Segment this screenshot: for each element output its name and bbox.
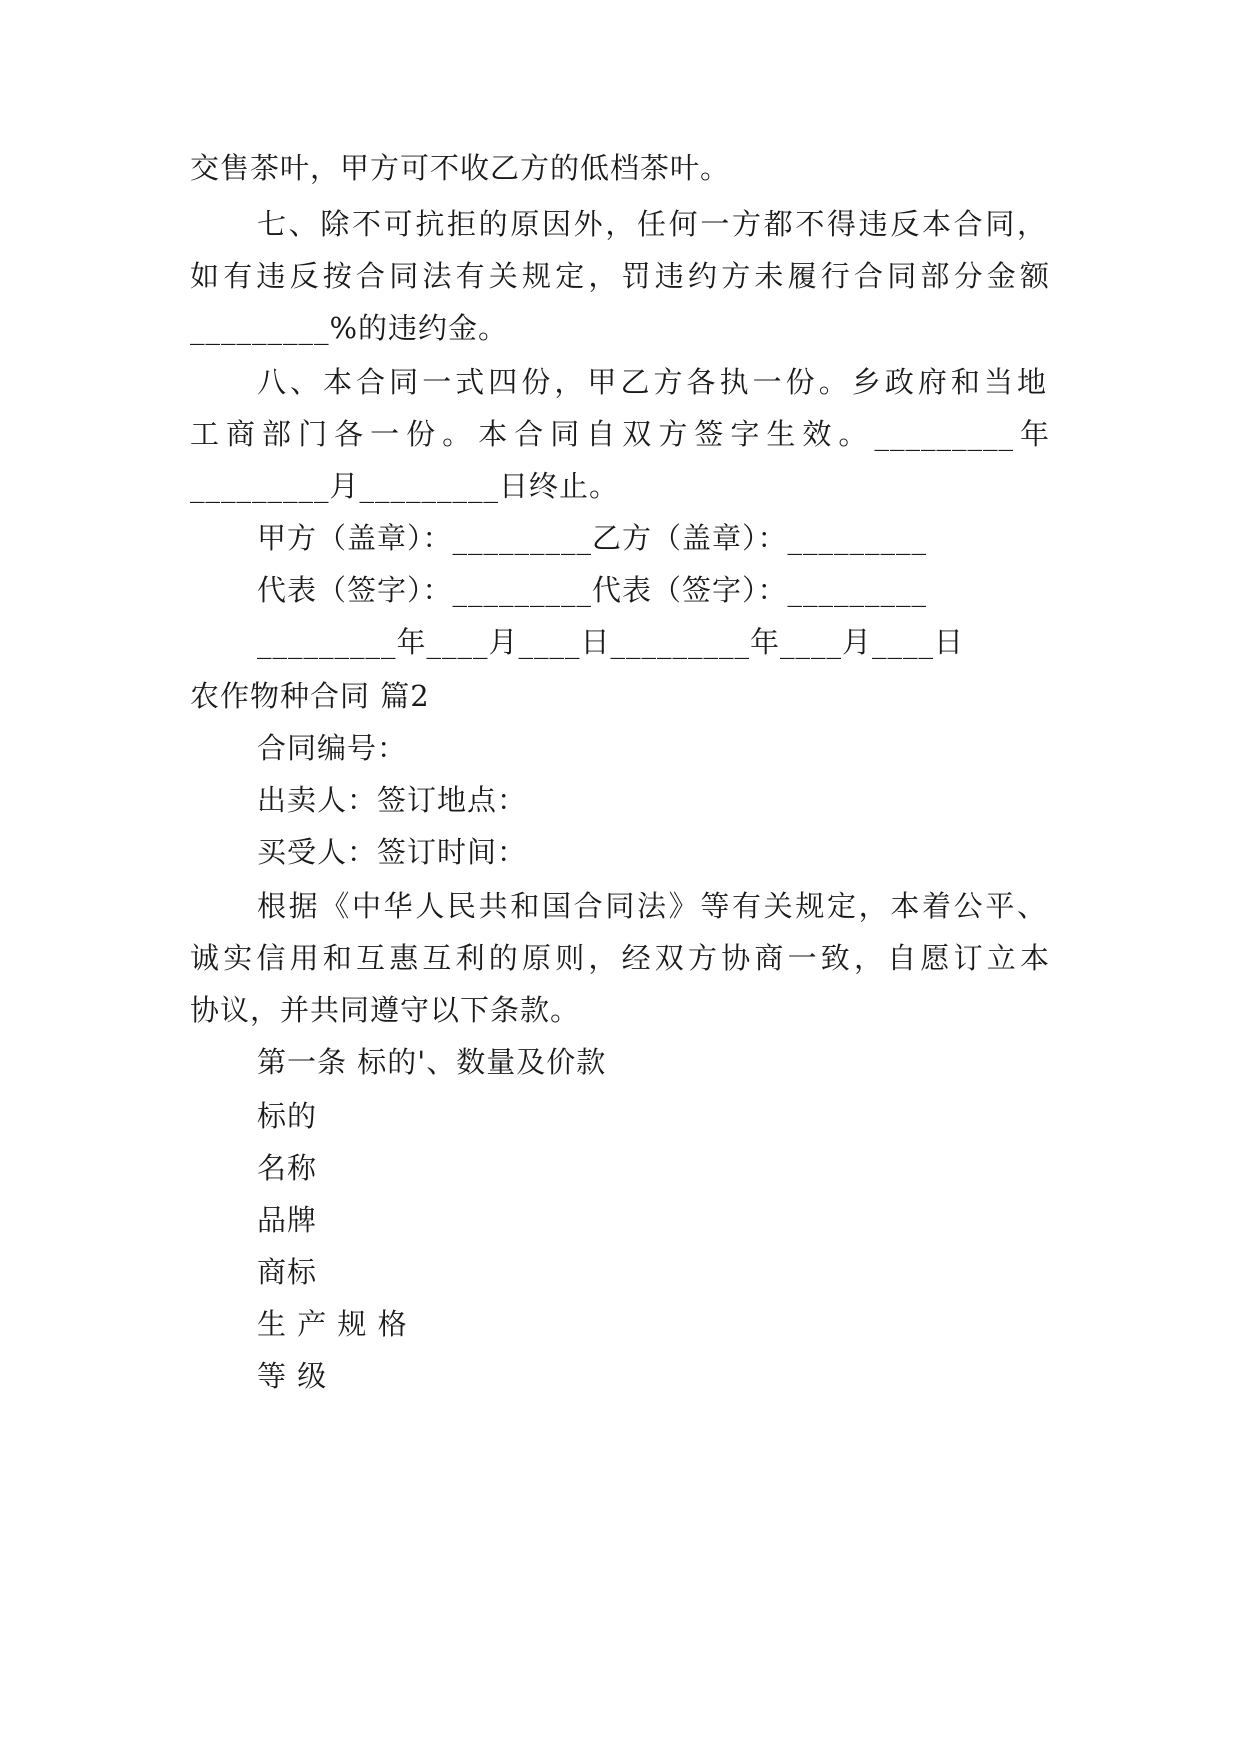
paragraph-line: 协议，并共同遵守以下条款。 [190,993,581,1027]
table-field-label: 商标 [257,1255,318,1289]
signature-date-line: _________年____月____日_________年____月____日 [257,625,965,659]
contract-number-field: 合同编号： [257,731,408,765]
section-heading: 农作物种合同 篇2 [190,679,430,713]
paragraph-line: 工商部门各一份。本合同自双方签字生效。_________年 [190,417,1050,451]
paragraph-line: 诚实信用和互惠互利的原则，经双方协商一致，自愿订立本 [190,941,1050,975]
paragraph-line: _________月_________日终止。 [190,469,620,503]
paragraph-line: 如有违反按合同法有关规定，罚违约方未履行合同部分金额 [190,259,1050,293]
paragraph-line: 交售茶叶，甲方可不收乙方的低档茶叶。 [190,151,731,185]
seller-field: 出卖人：签订地点： [257,783,528,817]
table-field-label: 名称 [257,1151,318,1185]
table-field-label: 生 产 规 格 [257,1307,408,1341]
paragraph-line: _________%的违约金。 [190,311,509,345]
buyer-field: 买受人：签订时间： [257,835,528,869]
preamble-line: 根据《中华人民共和国合同法》等有关规定，本着公平、 [257,889,1047,923]
article-1-heading: 第一条 标的'、数量及价款 [257,1045,607,1079]
signature-representative-line: 代表（签字）：_________代表（签字）：_________ [257,573,928,607]
clause-7-line: 七、除不可抗拒的原因外，任何一方都不得违反本合同， [257,207,1047,241]
table-field-label: 等 级 [257,1359,328,1393]
table-field-label: 标的 [257,1099,318,1133]
table-field-label: 品牌 [257,1203,318,1237]
clause-8-line: 八、本合同一式四份，甲乙方各执一份。乡政府和当地 [257,365,1047,399]
signature-party-line: 甲方（盖章）：_________乙方（盖章）：_________ [257,521,928,555]
